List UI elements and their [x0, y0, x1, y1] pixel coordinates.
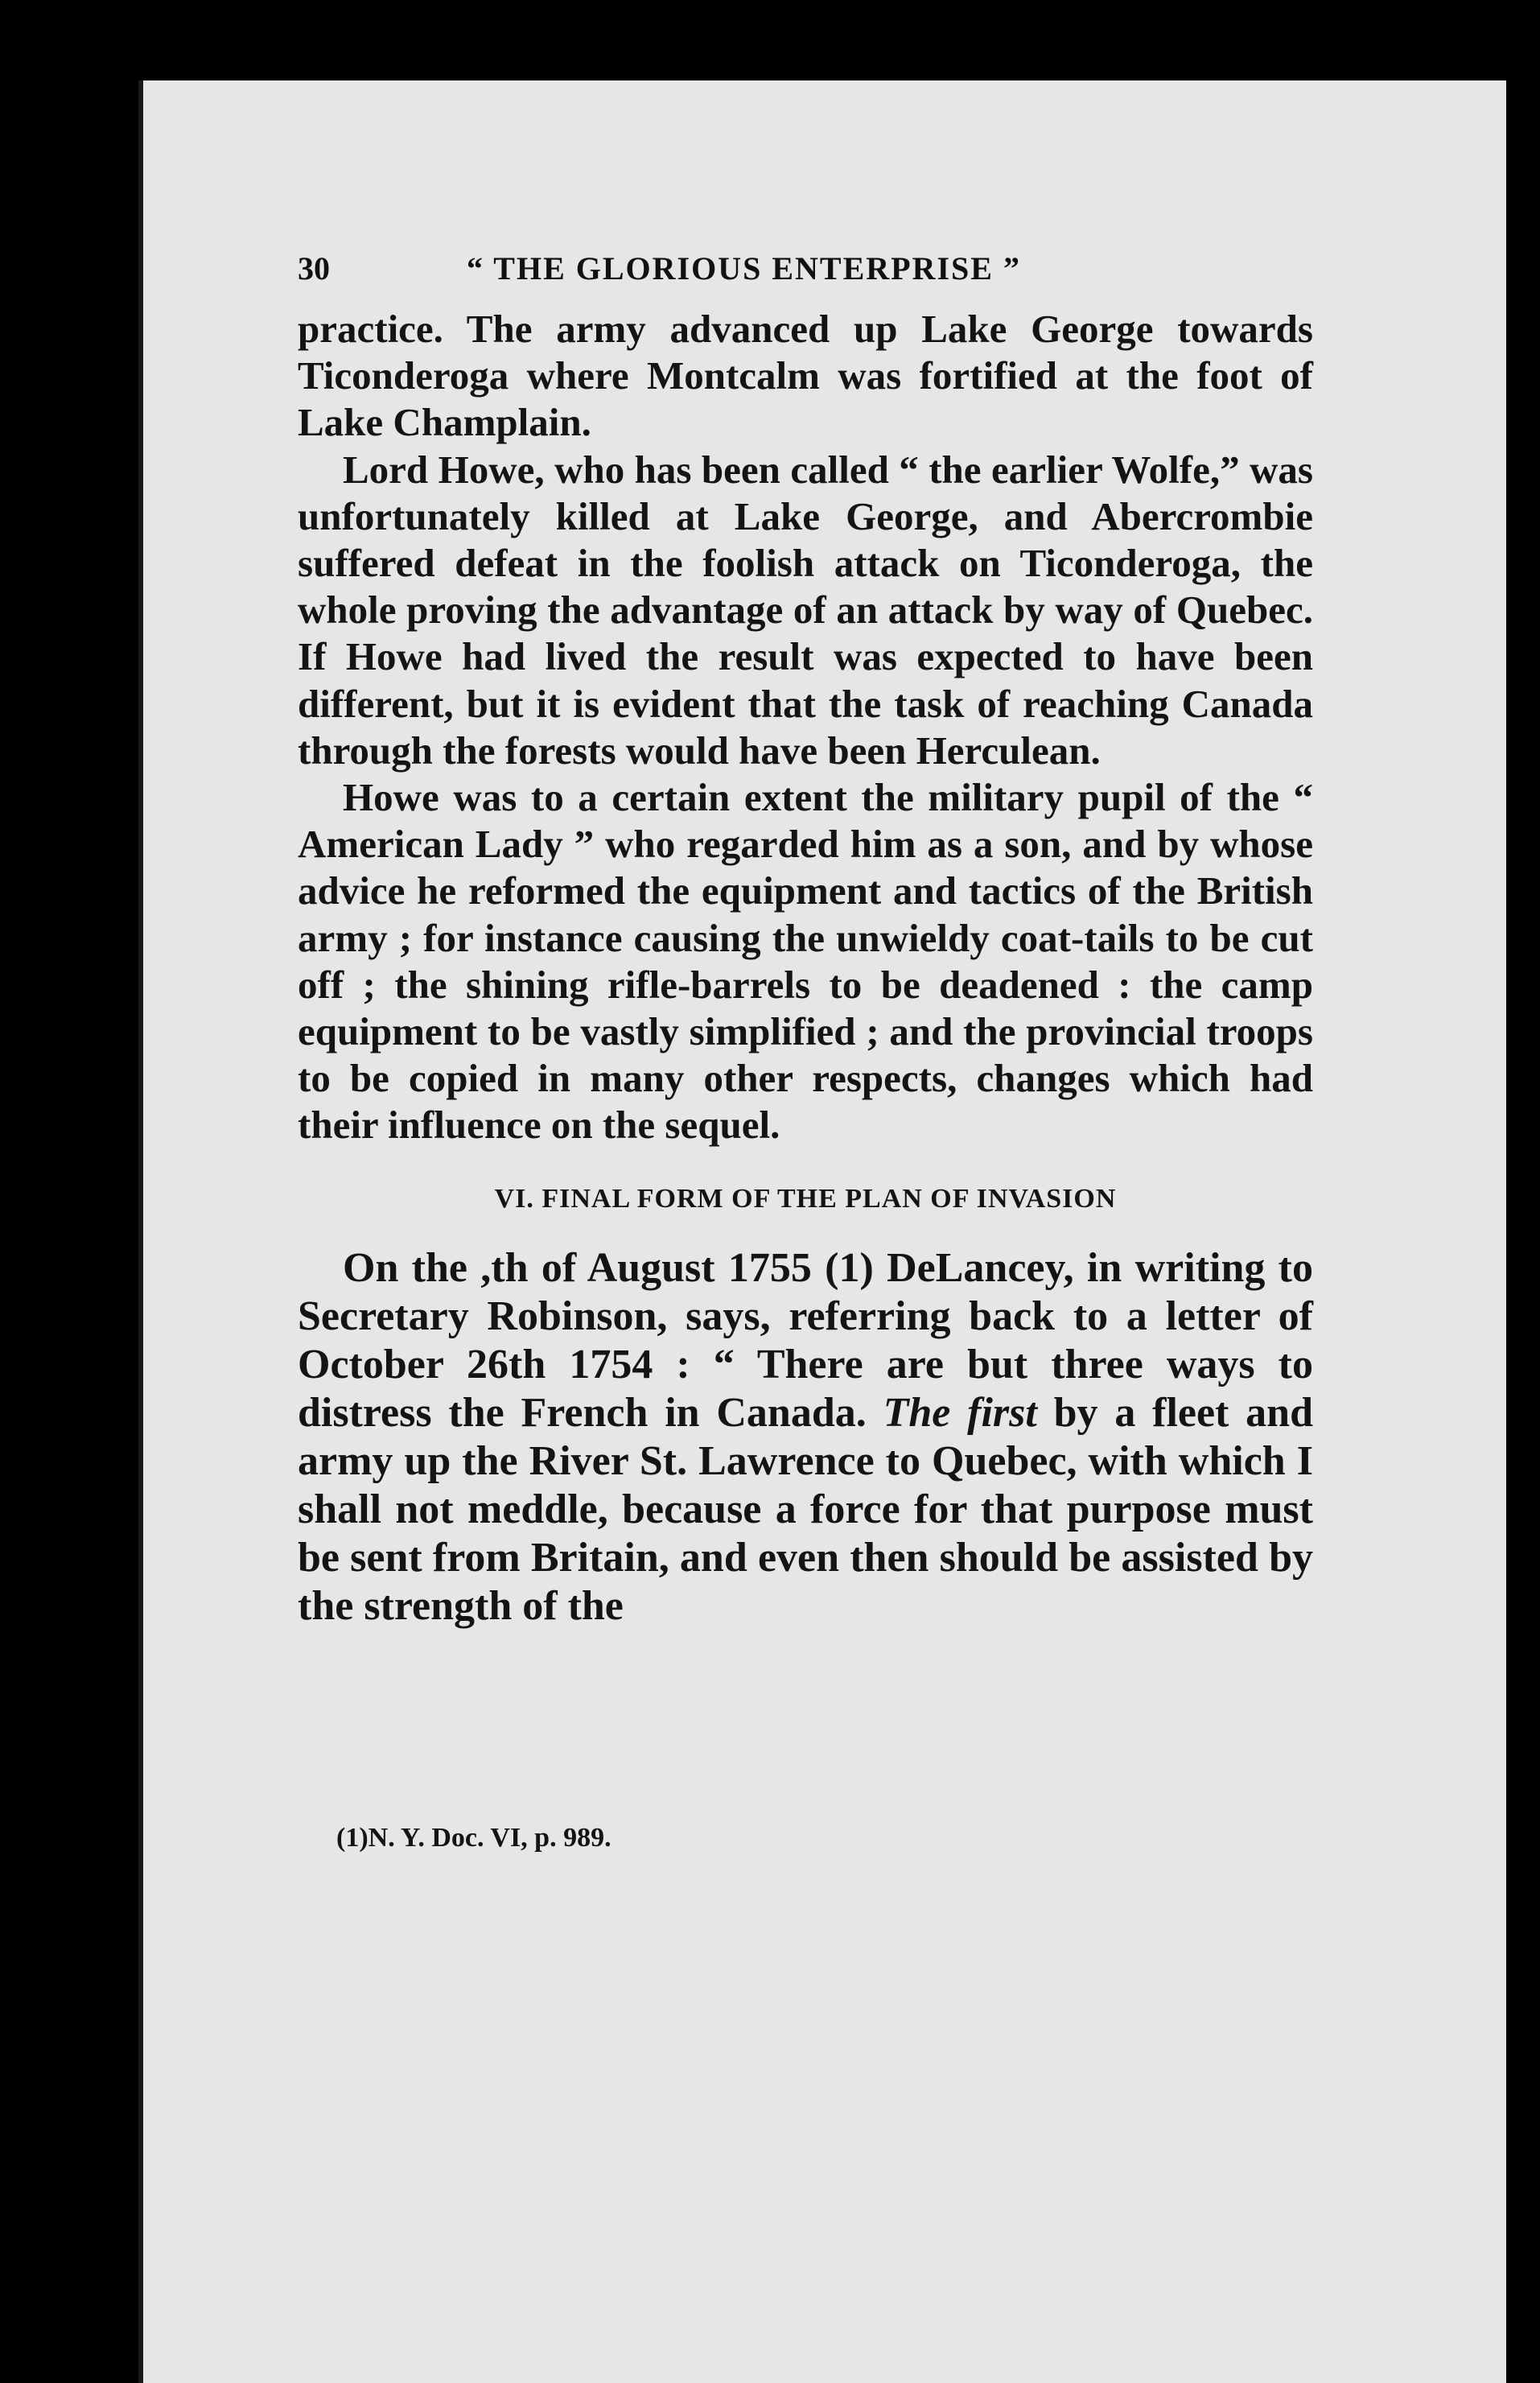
section-heading: VI. FINAL FORM OF THE PLAN OF INVASION: [494, 1183, 1117, 1214]
paragraph-4-italic: The first: [883, 1389, 1037, 1436]
footnote: (1)N. Y. Doc. VI, p. 989.: [336, 1823, 611, 1853]
page-number: 30: [298, 250, 330, 287]
running-head: “ THE GLORIOUS ENTERPRISE ”: [467, 250, 1021, 287]
paragraph-4: [298, 1244, 1313, 1631]
paragraph-2: Lord Howe, who has been called “ the earlier Wolfe,” was unfortunately killed at Lake George, and Abercrombie suffered defeat in the foolish attack on Ticonderoga, the whole proving the advantage of an attack by way of Quebec. If Howe had lived the result was expected to have been different, but it is evident that the task of reaching Canada through the forests would have been Herculean.: [298, 447, 1313, 773]
body-text: [298, 306, 1313, 1631]
paragraph-4-part-2: by a fleet and army up the River St. Lawrence to Quebec, with which I shall not meddle, because a force for that purpose must be sent from Britain, and even then should be assisted by the strength of the: [298, 1389, 1314, 1629]
paragraph-4-part-1: On the ,th of August 1755 (1) DeLancey, in writing to Secretary Robinson, says, referring back to a letter of October 26th 1754 : “ There are but three ways to distress the French in Canada.: [298, 1244, 1313, 1436]
page-header: [298, 249, 1311, 298]
paragraph-1: practice. The army advanced up Lake George towards Ticonderoga where Montcalm was fortified at the foot of Lake Champlain.: [298, 307, 1313, 445]
page-edge-shadow: [1506, 80, 1526, 2383]
paragraph-3: Howe was to a certain extent the military pupil of the “ American Lady ” who regarded him as a son, and by whose advice he reformed the equipment and tactics of the British army ; for instance causing the unwieldy coat-tails to be cut off ; the shining rifle-barrels to be deadened : the camp equipment to be vastly simplified ; and the provincial troops to be copied in many other respects, changes which had their influence on the sequel.: [298, 775, 1313, 1148]
